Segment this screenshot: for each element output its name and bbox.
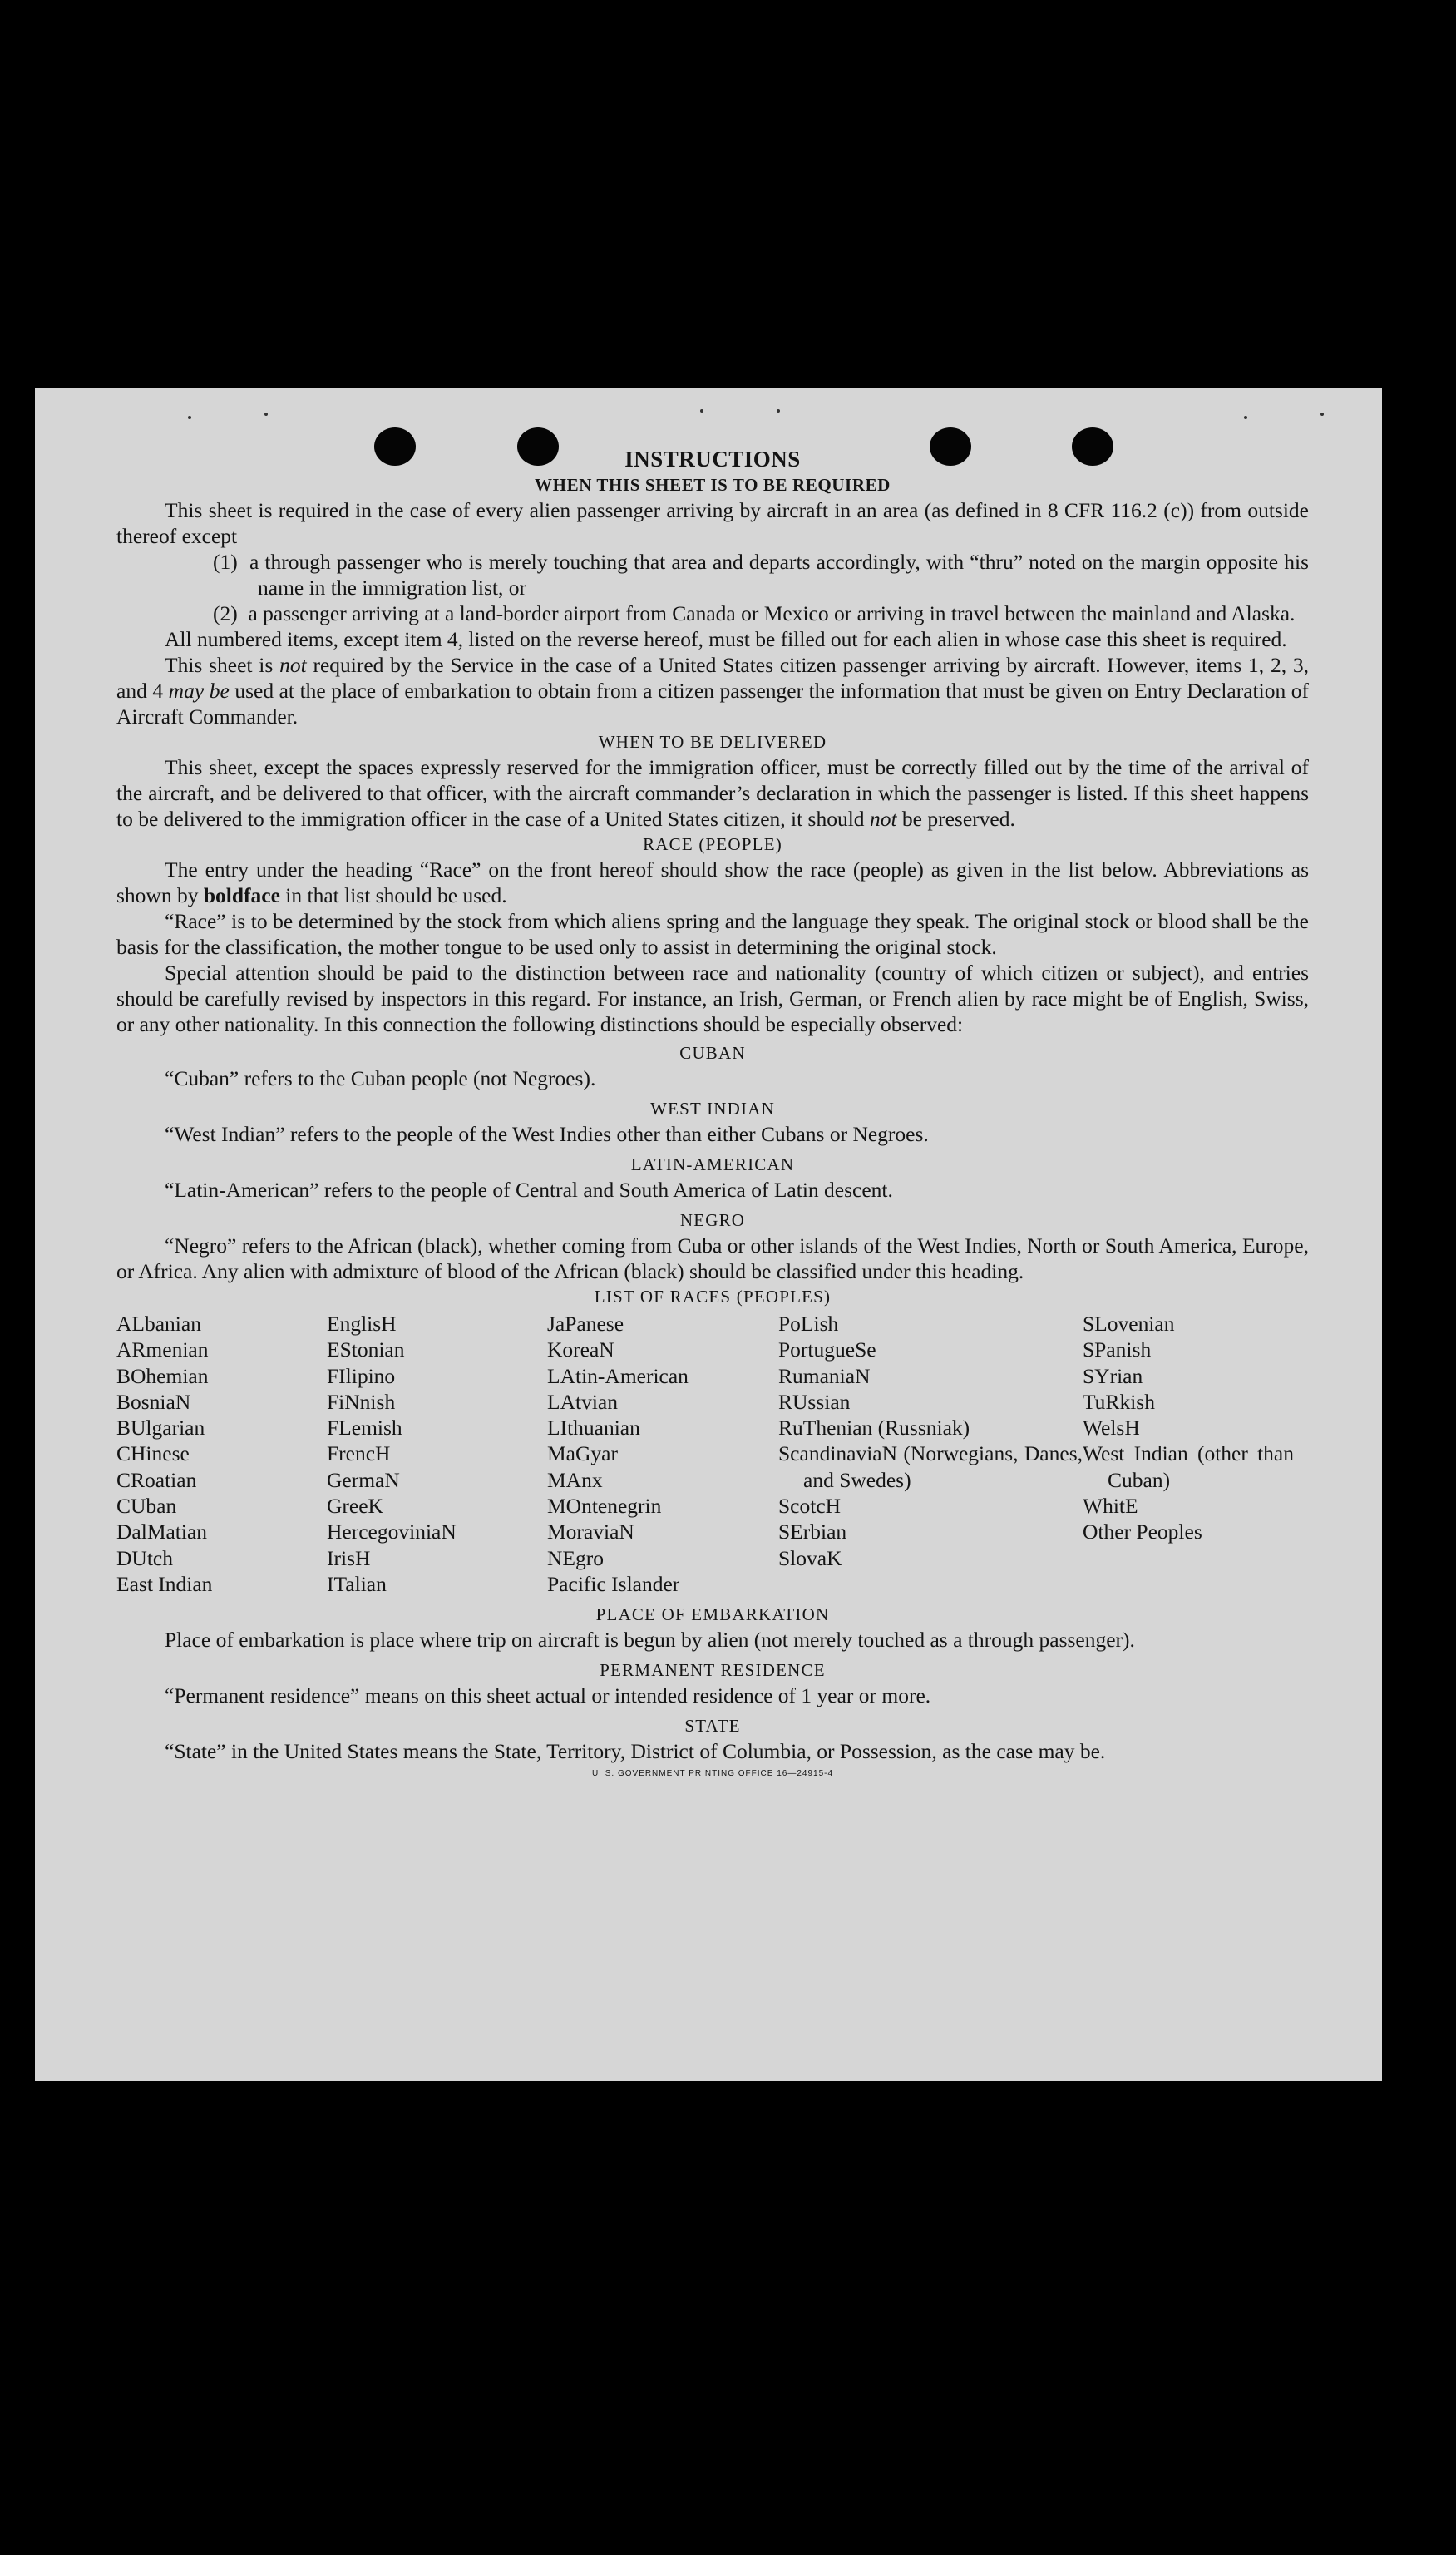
race-item: CRoatian <box>116 1467 197 1492</box>
race-item: PortugueSe <box>778 1337 876 1362</box>
races-column-2 <box>327 1311 547 1597</box>
race-item: SErbian <box>778 1520 847 1544</box>
races-column-5 <box>1083 1311 1294 1597</box>
race-item: GermaN <box>327 1467 400 1492</box>
paragraph: “West Indian” refers to the people of the West Indies other than either Cubans or Negroes. <box>165 1122 929 1146</box>
race-item: JaPanese <box>547 1312 624 1336</box>
race-item: MAnx <box>547 1467 603 1492</box>
paragraph: Special attention should be paid to the distinction between race and nationality (country of which citizen or subject), and entries should be carefully revised by inspectors in this regard. For instance, an Irish, German, or French alien by race might be of English, Swiss, or any other nationality. In this connection the following distinctions should be especially observed: <box>116 961 1309 1036</box>
race-item: RuThenian (Russniak) <box>778 1416 970 1441</box>
race-item: Other Peoples <box>1083 1520 1202 1544</box>
emphasis: not <box>279 653 307 677</box>
race-item: BUlgarian <box>116 1416 205 1441</box>
race-item: EnglisH <box>327 1312 397 1336</box>
section-heading-race: RACE (PEOPLE) <box>643 834 782 854</box>
races-column-1 <box>116 1311 327 1597</box>
section-heading-west-indian: WEST INDIAN <box>650 1099 775 1119</box>
race-item: Pacific Islander <box>547 1571 680 1596</box>
page-title: INSTRUCTIONS <box>624 447 801 472</box>
race-item: HercegoviniaN <box>327 1520 457 1544</box>
race-item: PoLish <box>778 1312 839 1336</box>
race-item: SPanish <box>1083 1337 1152 1362</box>
section-heading-residence: PERMANENT RESIDENCE <box>600 1660 826 1681</box>
speck <box>700 409 703 413</box>
punch-hole <box>930 427 971 466</box>
paragraph: “Cuban” refers to the Cuban people (not Negroes). <box>165 1066 596 1090</box>
text: The entry under the heading “Race” on the front hereof should show the race (people) as given in the list below. Abbreviations as shown by <box>116 857 1309 907</box>
section-heading-delivered: WHEN TO BE DELIVERED <box>598 732 827 752</box>
paragraph: “Race” is to be determined by the stock from which aliens spring and the language they speak. The original stock or blood shall be the basis for the classification, the mother tongue to be used only to assist in determining the original stock. <box>116 909 1309 959</box>
race-item: CUban <box>116 1494 177 1519</box>
emphasis: may be <box>168 679 230 703</box>
race-item: IrisH <box>327 1545 371 1570</box>
text: in that list should be used. <box>279 883 507 907</box>
item-text: a through passenger who is merely touching that area and departs accordingly, with “thru” noted on the margin opposite his name in the immigration list, or <box>249 550 1309 600</box>
paragraph <box>116 754 1309 832</box>
text: be preserved. <box>896 807 1015 831</box>
paragraph: All numbered items, except item 4, listed on the reverse hereof, must be filled out for each alien in whose case this sheet is required. <box>165 627 1287 651</box>
race-item: MoraviaN <box>547 1520 634 1544</box>
race-item: CHinese <box>116 1441 190 1466</box>
race-item: FiNnish <box>327 1389 396 1414</box>
race-item: MOntenegrin <box>547 1494 662 1519</box>
race-item: SlovaK <box>778 1545 842 1570</box>
race-item: FIlipino <box>327 1363 396 1388</box>
section-heading-embarkation: PLACE OF EMBARKATION <box>595 1604 830 1625</box>
race-item: LAtin-American <box>547 1363 689 1388</box>
race-item: RumaniaN <box>778 1363 871 1388</box>
text: used at the place of embarkation to obtain from a citizen passenger the information that must be given on Entry Declaration of Aircraft Commander. <box>116 679 1309 729</box>
punch-hole <box>1072 427 1113 466</box>
race-item: ALbanian <box>116 1312 201 1336</box>
emphasis: boldface <box>203 883 280 907</box>
race-item: LIthuanian <box>547 1416 640 1441</box>
speck <box>188 416 191 419</box>
emphasis: not <box>869 807 897 831</box>
race-item: FrencH <box>327 1441 391 1466</box>
item-number: (2) <box>213 601 238 625</box>
speck <box>777 409 780 413</box>
race-item: ScotcH <box>778 1494 842 1519</box>
race-item: FLemish <box>327 1416 402 1441</box>
list-item <box>213 549 1309 600</box>
speck <box>264 413 268 416</box>
race-item: LAtvian <box>547 1389 618 1414</box>
race-item: KoreaN <box>547 1337 614 1362</box>
race-item: West Indian (other than Cuban) <box>1083 1441 1294 1492</box>
race-item: WhitE <box>1083 1494 1138 1519</box>
race-item: EStonian <box>327 1337 405 1362</box>
races-column-3 <box>547 1311 778 1597</box>
race-item: WelsH <box>1083 1416 1140 1441</box>
race-item: ITalian <box>327 1571 387 1596</box>
section-heading-cuban: CUBAN <box>679 1043 746 1063</box>
race-item: SYrian <box>1083 1363 1143 1388</box>
races-column-4 <box>778 1311 1083 1597</box>
section-heading-state: STATE <box>684 1716 741 1737</box>
paragraph: “Negro” refers to the African (black), whether coming from Cuba or other islands of the West Indies, North or South America, Europe, or Africa. Any alien with admixture of blood of the African (black) should be classified under this heading. <box>116 1233 1309 1283</box>
race-item: ScandinaviaN (Norwegians, Danes, and Swedes) <box>778 1441 1083 1492</box>
race-item: TuRkish <box>1083 1389 1155 1414</box>
race-item: East Indian <box>116 1571 213 1596</box>
item-text: a passenger arriving at a land-border airport from Canada or Mexico or arriving in travel between the mainland and Alaska. <box>248 601 1296 625</box>
speck <box>1244 416 1247 419</box>
section-heading-races-list: LIST OF RACES (PEOPLES) <box>594 1287 832 1307</box>
race-item: NEgro <box>547 1545 604 1570</box>
text: This sheet is <box>165 653 280 677</box>
paragraph <box>116 652 1309 729</box>
race-item: SLovenian <box>1083 1312 1175 1336</box>
list-item <box>213 600 1309 626</box>
race-item: BosniaN <box>116 1389 191 1414</box>
section-heading-negro: NEGRO <box>679 1210 746 1230</box>
instruction-sheet <box>35 388 1382 2081</box>
paragraph <box>116 857 1309 908</box>
races-list <box>116 1311 1309 1597</box>
text: This sheet, except the spaces expressly reserved for the immigration officer, must be correctly filled out by the time of the arrival of the aircraft, and be delivered to that officer, with the aircraft commander’s declaration in which the passenger is listed. If this sheet happens to be delivered to the immigration officer in the case of a United States citizen, it should <box>116 755 1309 831</box>
race-item: ARmenian <box>116 1337 209 1362</box>
section-heading-required: WHEN THIS SHEET IS TO BE REQUIRED <box>535 475 891 495</box>
paragraph: “Latin-American” refers to the people of Central and South America of Latin descent. <box>165 1178 893 1202</box>
speck <box>1320 413 1324 416</box>
race-item: DalMatian <box>116 1520 208 1544</box>
race-item: RUssian <box>778 1389 851 1414</box>
paragraph: “Permanent residence” means on this sheet actual or intended residence of 1 year or more. <box>165 1683 931 1708</box>
paragraph: Place of embarkation is place where trip on aircraft is begun by alien (not merely touched as a through passenger). <box>165 1628 1135 1653</box>
text: required by the Service in the case of a United States citizen passenger arriving by aircraft. However, items 1, 2, 3, and 4 <box>116 653 1309 703</box>
paragraph: This sheet is required in the case of every alien passenger arriving by aircraft in an area (as defined in 8 CFR 116.2 (c)) from outside thereof except <box>116 498 1309 548</box>
section-heading-latin-american: LATIN-AMERICAN <box>630 1154 795 1174</box>
race-item: DUtch <box>116 1545 173 1570</box>
paragraph: “State” in the United States means the State, Territory, District of Columbia, or Possession, as the case may be. <box>165 1739 1106 1764</box>
race-item: MaGyar <box>547 1441 618 1466</box>
item-number: (1) <box>213 550 238 574</box>
race-item: BOhemian <box>116 1363 209 1388</box>
printer-footer: U. S. GOVERNMENT PRINTING OFFICE 16—24915-4 <box>591 1769 834 1779</box>
punch-hole <box>374 427 416 466</box>
punch-hole <box>517 427 559 466</box>
race-item: GreeK <box>327 1494 383 1519</box>
